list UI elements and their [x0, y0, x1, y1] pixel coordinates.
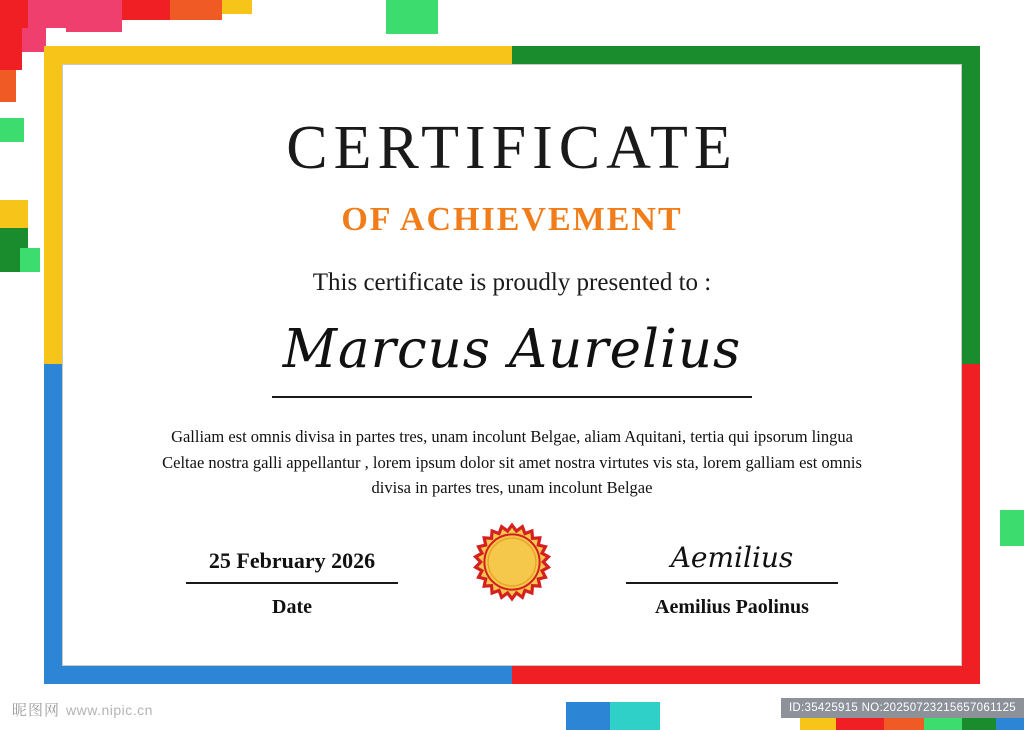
seal-block	[422, 516, 602, 619]
frame-bar-right-top	[962, 46, 980, 364]
deco-block	[170, 0, 222, 20]
recipient-name: Marcus Aurelius	[282, 319, 742, 380]
deco-block	[0, 0, 28, 28]
date-block	[162, 548, 422, 619]
signature-label: Aemilius Paolinus	[655, 596, 809, 618]
frame-bar-top-left	[44, 46, 512, 64]
award-seal-icon	[466, 516, 558, 613]
deco-block	[0, 28, 22, 70]
deco-block	[0, 70, 16, 102]
certificate-title: CERTIFICATE	[286, 114, 738, 182]
certificate-body	[62, 64, 962, 666]
date-label: Date	[272, 596, 312, 618]
deco-block	[28, 0, 66, 28]
deco-block	[20, 248, 40, 272]
watermark	[12, 699, 153, 720]
deco-block	[0, 200, 28, 228]
deco-block	[386, 0, 438, 34]
date-value: 25 February 2026	[208, 548, 376, 573]
frame-bar-bottom-right	[512, 666, 980, 684]
signature-block	[602, 541, 862, 619]
frame-bar-left-bottom	[44, 364, 62, 684]
deco-block	[566, 702, 610, 730]
deco-block	[222, 0, 252, 14]
certificate-footer-row	[63, 516, 961, 619]
watermark-logo: 昵图网	[12, 702, 61, 719]
deco-block	[610, 702, 660, 730]
recipient-name-rule	[272, 396, 752, 398]
signature-value: Aemilius	[670, 541, 794, 574]
deco-block	[1000, 510, 1024, 546]
deco-block	[122, 0, 170, 20]
certificate-body-text: Galliam est omnis divisa in partes tres, unam incolunt Belgae, aliam Aquitani, tertia qui ipsorum lingua Celtae nostra galli appellantur , lorem ipsum dolor sit amet nostra virtutes vis sta, lorem galliam est omnis divisa in partes tres, unam incolunt Belgae	[162, 427, 862, 498]
certificate-subtitle: OF ACHIEVEMENT	[341, 201, 683, 238]
frame-bar-top-right	[512, 46, 980, 64]
frame-bar-bottom-left	[44, 666, 512, 684]
watermark-url: www.nipic.cn	[66, 701, 153, 718]
image-id-badge: ID:35425915 NO:20250723215657061125	[781, 698, 1024, 718]
deco-block	[22, 28, 46, 52]
date-rule	[186, 582, 398, 584]
deco-block	[0, 118, 24, 142]
frame-bar-right-bottom	[962, 364, 980, 684]
signature-rule	[626, 582, 838, 584]
frame-bar-left-top	[44, 46, 62, 364]
certificate-content	[63, 65, 961, 501]
presented-to-line: This certificate is proudly presented to :	[312, 269, 712, 296]
deco-block	[66, 0, 122, 32]
certificate-frame	[44, 46, 980, 684]
